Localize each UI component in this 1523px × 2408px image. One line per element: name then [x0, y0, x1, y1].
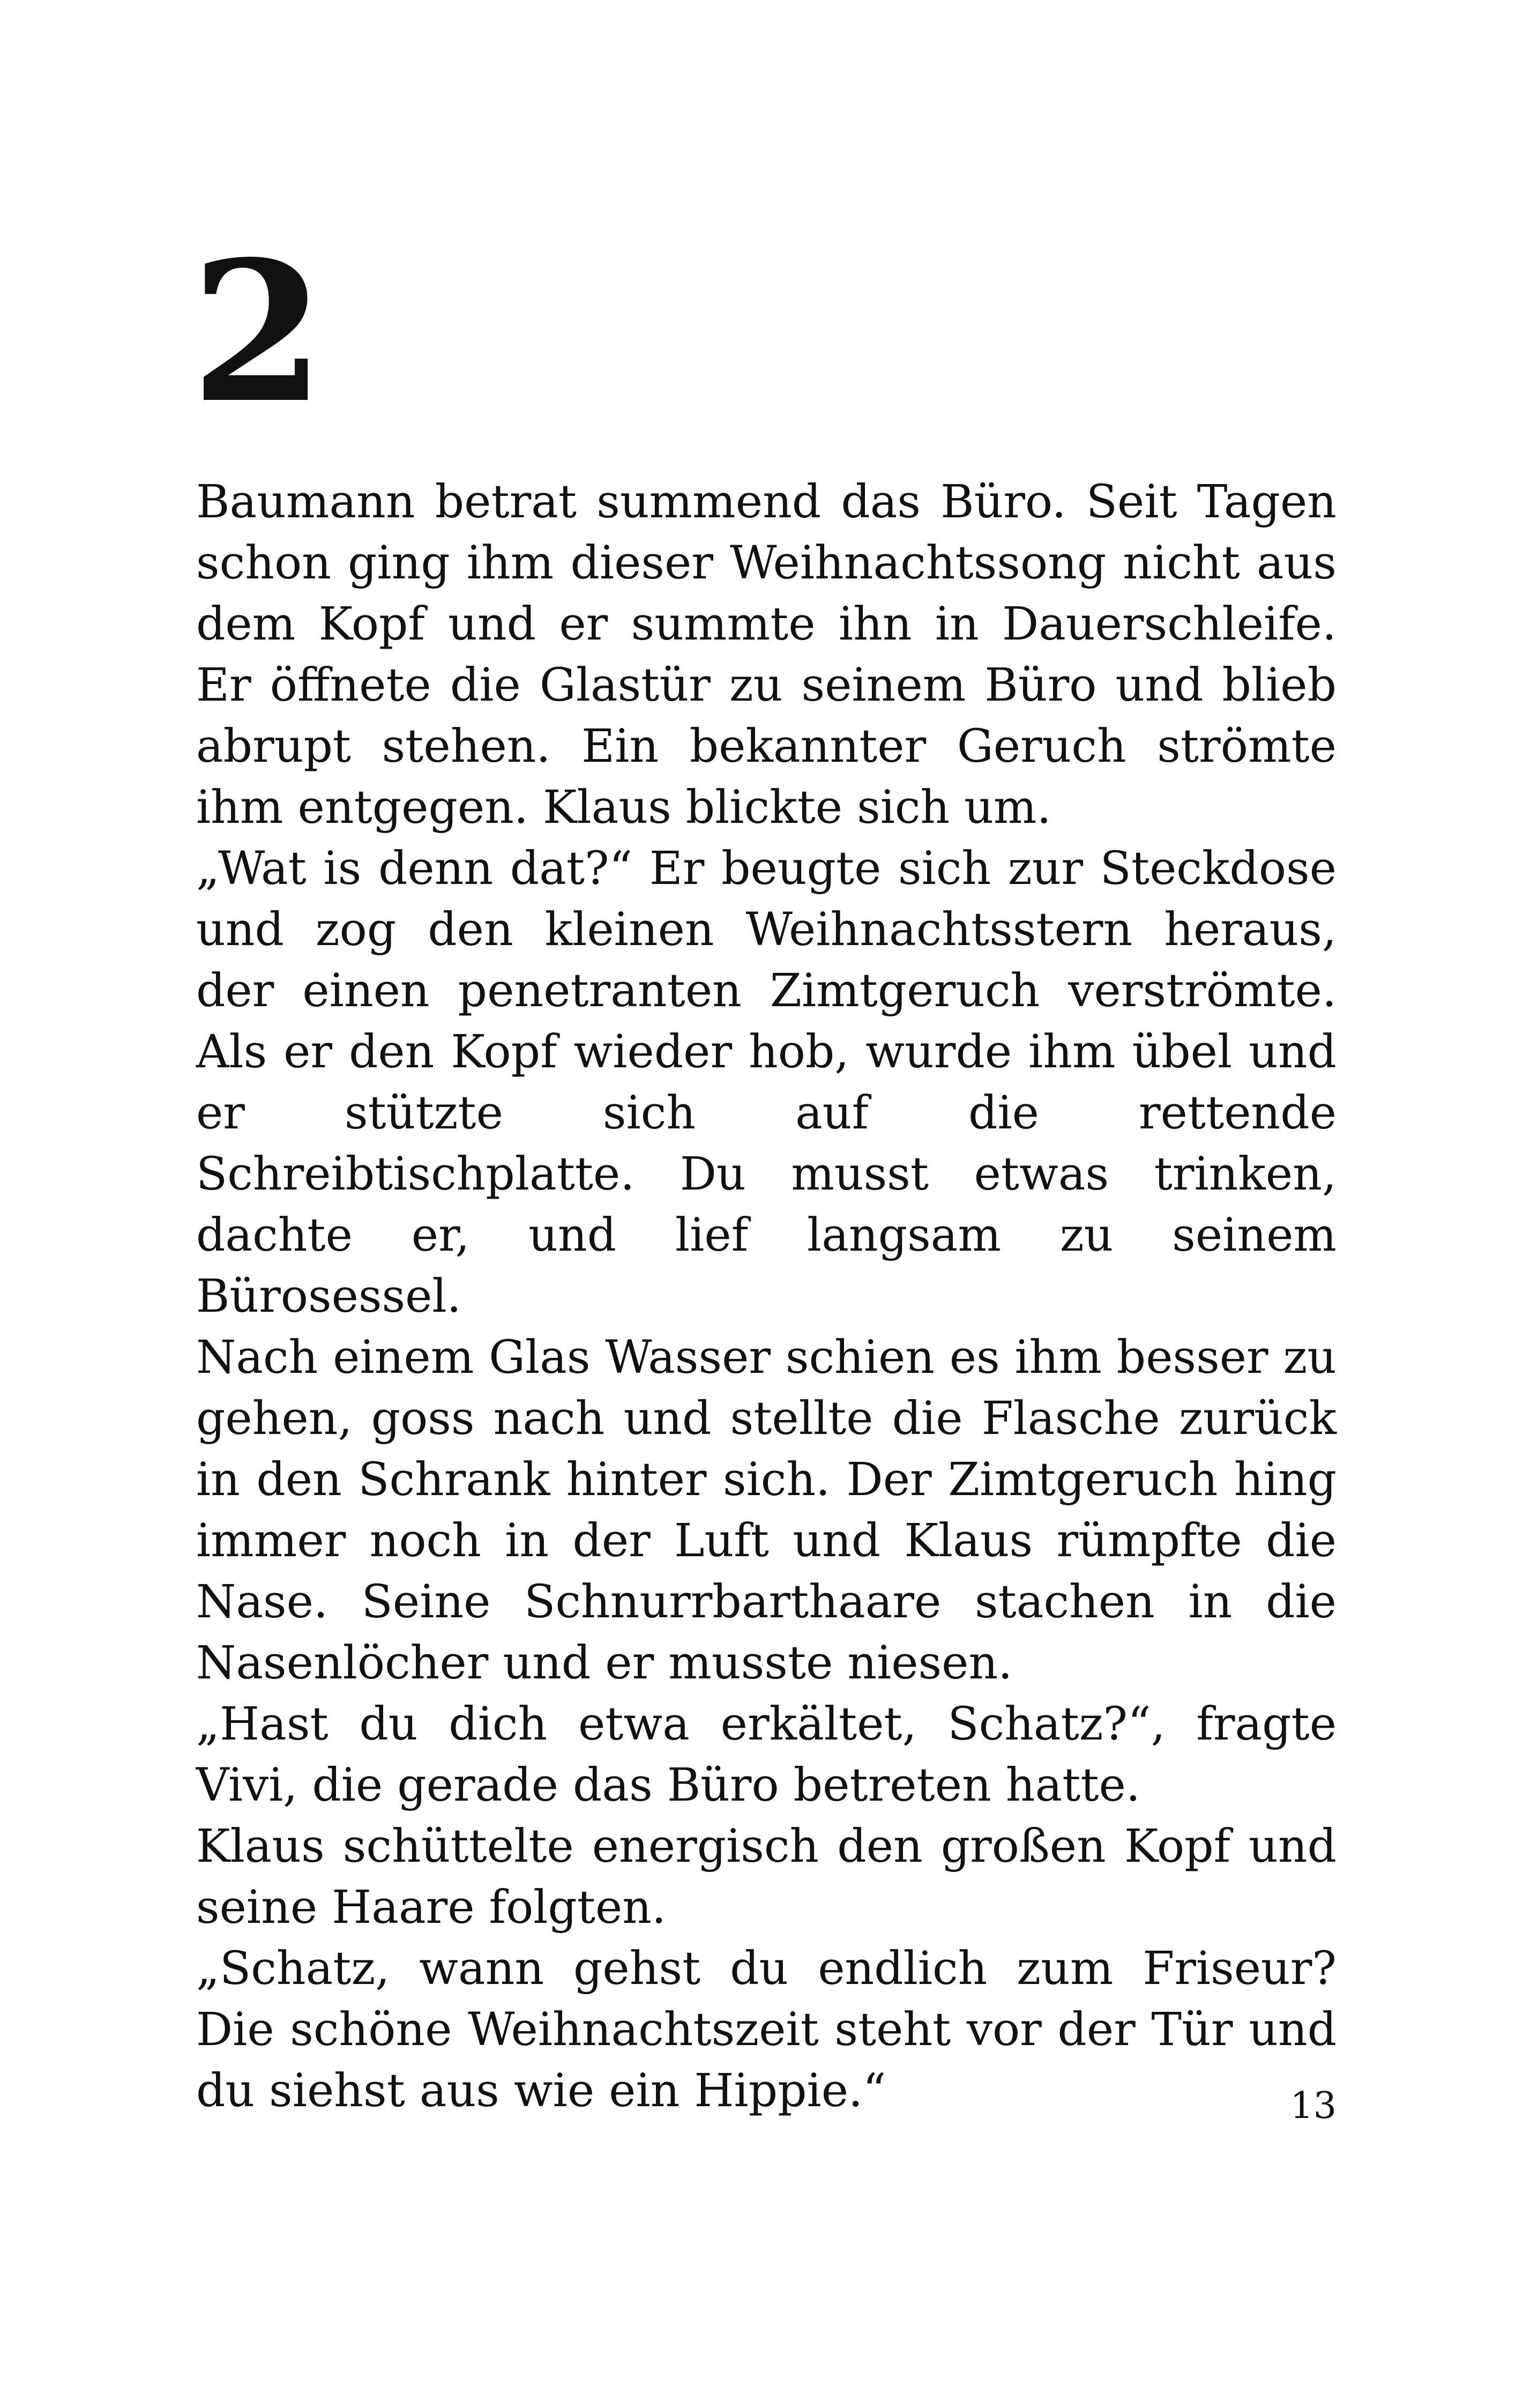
paragraph: Klaus schüttelte energisch den großen Kopf und seine Haare folgten. — [196, 1820, 1337, 1934]
body-text — [196, 472, 1337, 2127]
paragraph: Nach einem Glas Wasser schien es ihm besser zu gehen, goss nach und stellte die Flasche zurück in den Schrank hinter sich. Der Zimtgeruch hing immer noch in der Luft und Klaus rümpfte die Nase. Seine Schnurrbarthaare stachen in die Nasenlöcher und er musste niesen. — [196, 1331, 1337, 1690]
paragraph: Baumann betrat summend das Büro. Seit Tagen schon ging ihm dieser Weihnachtssong nicht aus dem Kopf und er summte ihn in Dauerschleife. Er öffnete die Glastür zu seinem Büro und blieb abrupt stehen. Ein bekannter Geruch strömte ihm entgegen. Klaus blickte sich um. — [196, 475, 1337, 834]
paragraph: „Wat is denn dat?“ Er beugte sich zur Steckdose und zog den kleinen Weihnachtsstern heraus, der einen penetranten Zimtgeruch verströmte. Als er den Kopf wieder hob, wurde ihm übel und er stützte sich auf die rettende Schreibtischplatte. Du musst etwas trinken, dachte er, und lief langsam zu seinem Bürosessel. — [196, 842, 1337, 1323]
paragraph: „Schatz, wann gehst du endlich zum Friseur? Die schöne Weihnachtszeit steht vor der Tür und du siehst aus wie ein Hippie.“ — [196, 1942, 1337, 2117]
paragraph: „Hast du dich etwa erkältet, Schatz?“, fragte Vivi, die gerade das Büro betreten hatte. — [196, 1698, 1337, 1812]
chapter-number: 2 — [191, 219, 325, 445]
page-number: 13 — [1290, 2085, 1337, 2127]
